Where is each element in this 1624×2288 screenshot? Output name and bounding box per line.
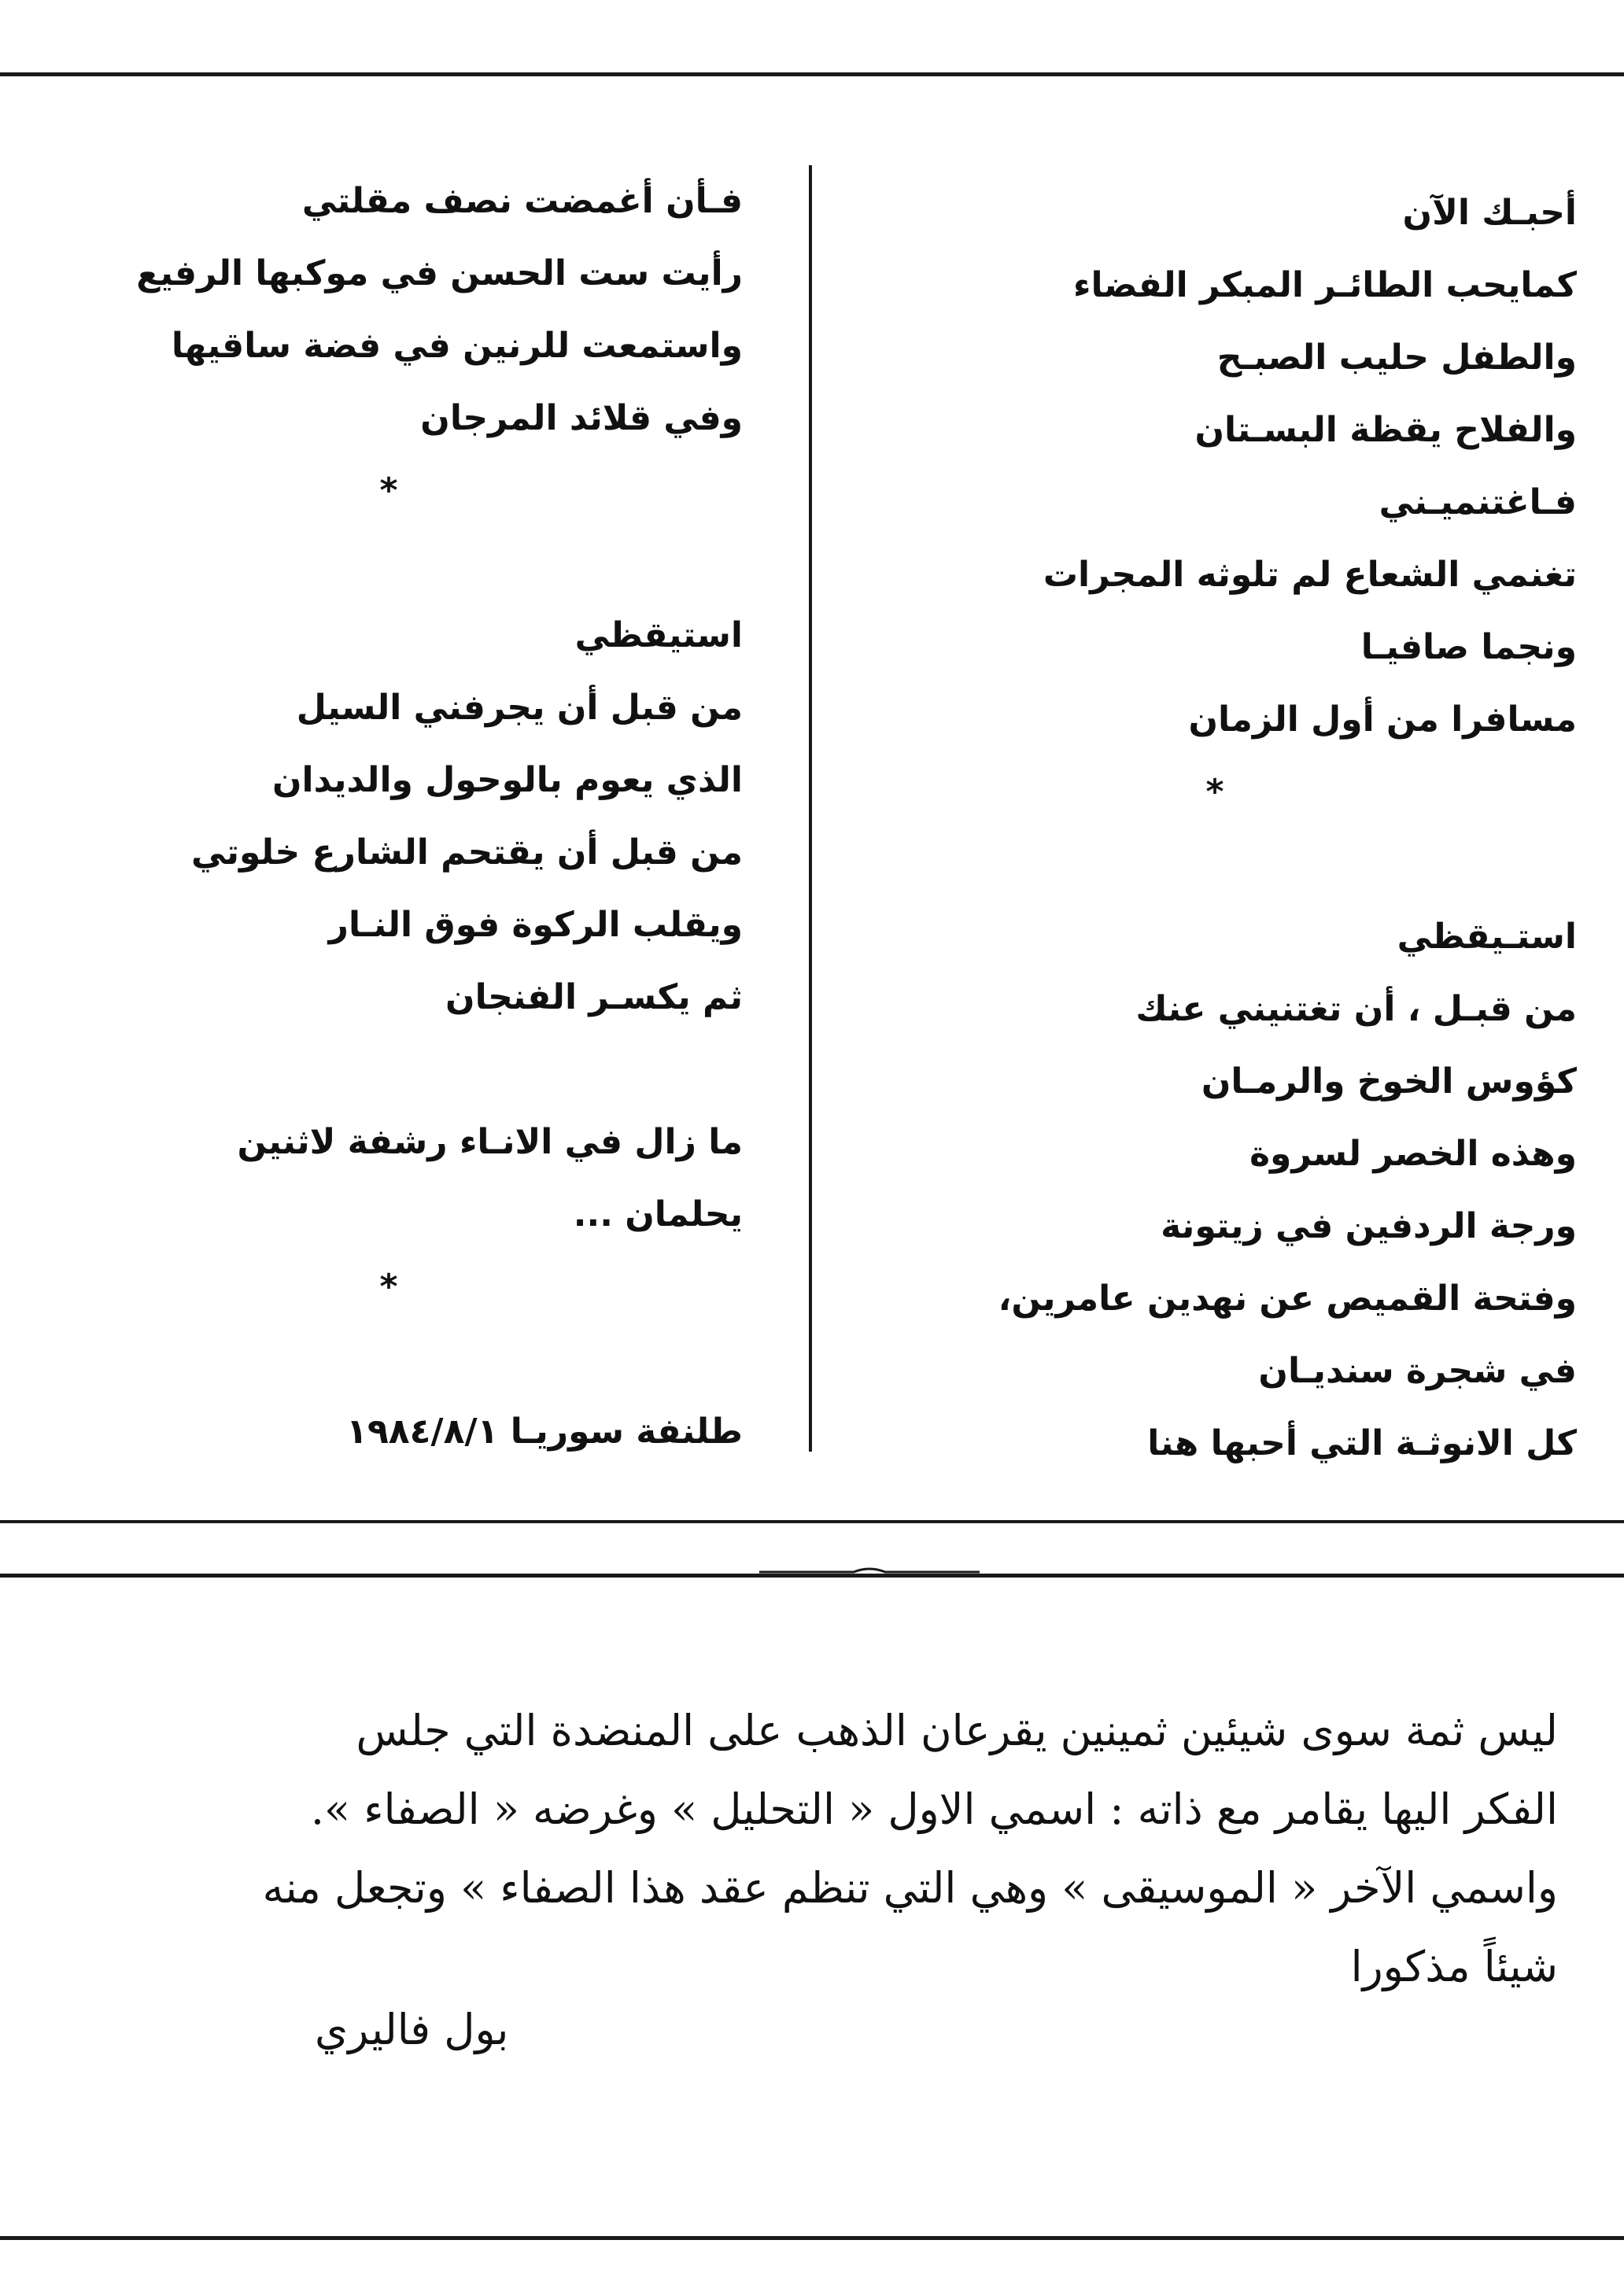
quote-line: ليس ثمة سوى شيئين ثمينين يقرعان الذهب على المنضدة التي جلس — [356, 1706, 1558, 1755]
poem-line: استـيقظي — [1397, 917, 1577, 957]
poem-line: ثم يكسـر الفنجان — [445, 977, 743, 1017]
blank-line — [35, 1034, 743, 1106]
section-rule-upper — [0, 1520, 1624, 1523]
poem-line: من قبل أن يجرفني السيل — [296, 688, 743, 728]
blank-line — [35, 527, 743, 600]
bottom-rule — [0, 2236, 1624, 2240]
poem-line: فـاغتنميـني — [1379, 482, 1577, 522]
poem-left-column — [35, 165, 743, 1468]
poem-line: رأيت ست الحسن في موكبها الرفيع — [136, 253, 743, 293]
blank-line — [853, 828, 1577, 901]
blank-line — [35, 1323, 743, 1396]
poem-line: والطفل حليب الصبـح — [1216, 338, 1577, 378]
poem-line: كل الانوثـة التي أحبها هنا — [1147, 1423, 1577, 1463]
rule-ornament — [759, 1564, 980, 1575]
poem-line: استيقظي — [574, 615, 743, 655]
poem-line: كمايحب الطائـر المبكر الفضاء — [1073, 265, 1577, 305]
poem-line: والفلاح يقظة البسـتان — [1194, 410, 1577, 450]
column-divider — [809, 165, 812, 1452]
poem-line: ونجما صافيـا — [1360, 627, 1577, 667]
poem-line: وفي قلائد المرجان — [420, 398, 743, 438]
poem-line: تغنمي الشعاع لم تلوثه المجرات — [1043, 555, 1577, 595]
poem-line: الذي يعوم بالوحول والديدان — [271, 760, 743, 800]
poem-line: ورجة الردفين في زيتونة — [1161, 1206, 1577, 1246]
section-separator-asterisk: * — [379, 471, 398, 511]
poem-line: وفتحة القميص عن نهدين عامرين، — [998, 1279, 1577, 1319]
section-separator-asterisk: * — [379, 1267, 398, 1307]
poem-line: مسافرا من أول الزمان — [1188, 699, 1577, 740]
quote-line: واسمي الآخر « الموسيقى » وهي التي تنظم عقد هذا الصفاء » وتجعل منه — [262, 1863, 1558, 1913]
poem-right-column — [853, 177, 1577, 1480]
poem-line: في شجرة سنديـان — [1258, 1351, 1577, 1391]
quote-line: شيئاً مذكورا — [1350, 1942, 1558, 1991]
poem-signature-place-date: طلنفة سوريـا ١٩٨٤/٨/١ — [346, 1412, 743, 1452]
poem-line: من قبل أن يقتحم الشارع خلوتي — [190, 832, 743, 873]
poem-line: وهذه الخصر لسروة — [1249, 1134, 1577, 1174]
quote-block — [142, 1692, 1558, 2006]
poem-line: يحلمان ... — [573, 1194, 743, 1234]
quote-line: الفكر اليها يقامر مع ذاته : اسمي الاول « التحليل » وغرضه « الصفاء ». — [310, 1784, 1558, 1834]
top-rule — [0, 72, 1624, 76]
section-separator-asterisk: * — [1205, 772, 1224, 812]
poem-line: كؤوس الخوخ والرمـان — [1201, 1061, 1577, 1102]
poem-line: من قبـل ، أن تغتنيني عنك — [1135, 989, 1577, 1029]
poem-line: واستمعت للرنين في فضة ساقيها — [171, 326, 743, 366]
poem-line: أحبـك الآن — [1402, 193, 1577, 233]
quote-author: بول فاليري — [315, 2005, 509, 2054]
poem-line: فـأن أغمضت نصف مقلتي — [301, 181, 743, 221]
poem-line: ما زال في الانـاء رشفة لاثنين — [237, 1122, 743, 1162]
poem-line: ويقلب الركوة فوق النـار — [328, 905, 743, 945]
